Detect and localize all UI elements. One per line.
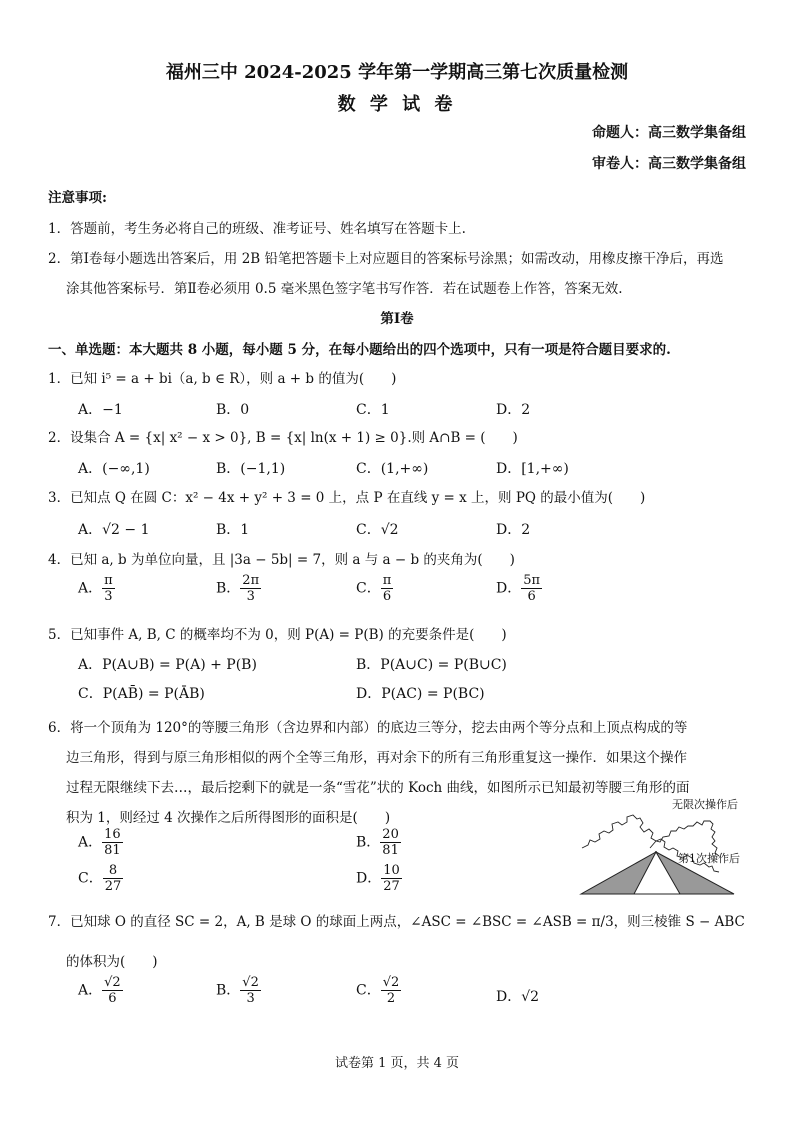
q4-a-numerator: π bbox=[104, 573, 113, 588]
q6-a-numerator: 16 bbox=[104, 827, 121, 842]
q5-stem: 5．已知事件 A, B, C 的概率均不为 0，则 P(A) = P(B) 的充要条件是( ) bbox=[48, 627, 507, 643]
q7-c-denominator: 2 bbox=[386, 991, 396, 1006]
q6-option-b-fraction bbox=[380, 827, 401, 858]
q4-option-b bbox=[216, 573, 261, 604]
q4-d-denominator: 6 bbox=[527, 589, 536, 604]
section-heading: 一、单选题：本大题共 8 小题，每小题 5 分，在每小题给出的四个选项中，只有一项是符合题目要求的. bbox=[48, 342, 671, 358]
q6-b-denominator: 81 bbox=[382, 843, 399, 858]
q5-option-d: D．P(AC) = P(BC) bbox=[356, 686, 485, 702]
q7-option-c bbox=[356, 975, 401, 1006]
q6-a-denominator: 81 bbox=[104, 843, 121, 858]
q7-option-a-label: A． bbox=[78, 982, 103, 999]
q2-option-b: B．(−1,1) bbox=[216, 461, 286, 477]
q4-option-b-fraction bbox=[240, 573, 261, 604]
q5-option-a: A．P(A∪B) = P(A) + P(B) bbox=[78, 657, 257, 673]
q7-b-numerator: √2 bbox=[242, 975, 259, 990]
q1-stem: 1．已知 i⁵ = a + bi（a, b ∈ R），则 a + b 的值为( ) bbox=[48, 371, 397, 387]
exam-subtitle: 数 学 试 卷 bbox=[337, 94, 457, 115]
notice-heading: 注意事项: bbox=[48, 190, 107, 206]
q6-option-c-fraction bbox=[103, 863, 124, 894]
figure-label-infinite: 无限次操作后 bbox=[672, 798, 738, 811]
koch-figure bbox=[576, 790, 756, 900]
q6-line-1: 6．将一个顶角为 120°的等腰三角形（含边界和内部）的底边三等分，挖去由两个等分点和上顶点构成的等 bbox=[48, 720, 688, 736]
q4-c-denominator: 6 bbox=[382, 589, 392, 604]
q4-option-c-fraction bbox=[381, 573, 394, 604]
q2-option-d: D．[1,+∞) bbox=[496, 461, 569, 477]
q6-line-2: 边三角形，得到与原三角形相似的两个全等三角形，再对余下的所有三角形重复这一操作．如果这个操作 bbox=[66, 750, 687, 766]
q1-option-b: B．0 bbox=[216, 402, 250, 418]
q7-stem-2: 的体积为( ) bbox=[66, 954, 158, 970]
q3-option-b: B．1 bbox=[216, 522, 250, 538]
q4-stem: 4．已知 a, b 为单位向量，且 |3a − 5b| = 7，则 a 与 a − b 的夹角为( ) bbox=[48, 552, 515, 568]
q6-option-b-label: B． bbox=[356, 834, 381, 851]
q5-option-b: B．P(A∪C) = P(B∪C) bbox=[356, 657, 507, 673]
q4-option-c-label: C． bbox=[356, 580, 381, 597]
q1-option-c: C．1 bbox=[356, 402, 390, 418]
author-line: 命题人：高三数学集备组 bbox=[592, 125, 746, 141]
q4-c-numerator: π bbox=[382, 573, 392, 588]
q4-d-numerator: 5π bbox=[523, 573, 541, 588]
q2-stem: 2．设集合 A = {x| x² − x > 0}, B = {x| ln(x + 1) ≥ 0}.则 A∩B = ( ) bbox=[48, 430, 518, 446]
q6-d-numerator: 10 bbox=[383, 863, 400, 878]
q7-option-c-label: C． bbox=[356, 982, 381, 999]
figure-label-first: 第1次操作后 bbox=[678, 852, 740, 865]
q3-option-c: C．√2 bbox=[356, 522, 399, 538]
q7-option-c-fraction bbox=[381, 975, 402, 1006]
q7-b-denominator: 3 bbox=[246, 991, 255, 1006]
triangle-left bbox=[581, 852, 656, 894]
q1-option-a: A．−1 bbox=[78, 402, 123, 418]
q6-option-a bbox=[78, 827, 123, 858]
reviewer-line: 审卷人：高三数学集备组 bbox=[592, 156, 746, 172]
q6-option-d-fraction bbox=[381, 863, 402, 894]
q2-option-a: A．(−∞,1) bbox=[78, 461, 150, 477]
q6-option-d bbox=[356, 863, 402, 894]
q4-b-numerator: 2π bbox=[242, 573, 260, 588]
q4-b-denominator: 3 bbox=[246, 589, 255, 604]
notice-item-2-line-2: 涂其他答案标号．第Ⅱ卷必须用 0.5 毫米黑色签字笔书写作答．若在试题卷上作答，答案无效. bbox=[66, 281, 623, 297]
q6-line-3: 过程无限继续下去…，最后挖剩下的就是一条“雪花”状的 Koch 曲线，如图所示已知最初等腰三角形的面 bbox=[66, 780, 690, 796]
q3-option-a: A．√2 − 1 bbox=[78, 522, 150, 538]
q6-option-d-label: D． bbox=[356, 870, 382, 887]
exam-title: 福州三中 2024-2025 学年第一学期高三第七次质量检测 bbox=[165, 62, 629, 83]
q4-option-c bbox=[356, 573, 393, 604]
q3-option-d: D．2 bbox=[496, 522, 531, 538]
notice-item-1: 1．答题前，考生务必将自己的班级、准考证号、姓名填写在答题卡上. bbox=[48, 221, 466, 237]
q6-c-denominator: 27 bbox=[104, 879, 122, 894]
q6-option-a-label: A． bbox=[78, 834, 103, 851]
q5-option-c: C．P(AB̄) = P(ĀB) bbox=[78, 686, 205, 702]
q6-option-a-fraction bbox=[102, 827, 123, 858]
q6-option-b bbox=[356, 827, 401, 858]
q6-b-numerator: 20 bbox=[382, 827, 399, 842]
q4-option-d-fraction bbox=[521, 573, 542, 604]
q1-option-d: D．2 bbox=[496, 402, 531, 418]
q4-a-denominator: 3 bbox=[104, 589, 113, 604]
q3-stem: 3．已知点 Q 在圆 C：x² − 4x + y² + 3 = 0 上，点 P 在直线 y = x 上，则 PQ 的最小值为( ) bbox=[48, 490, 646, 506]
q6-line-4: 积为 1，则经过 4 次操作之后所得图形的面积是( ) bbox=[66, 810, 391, 826]
q2-option-c: C．(1,+∞) bbox=[356, 461, 429, 477]
q6-option-c-label: C． bbox=[78, 870, 103, 887]
page-footer: 试卷第 1 页，共 4 页 bbox=[334, 1056, 460, 1071]
q7-a-numerator: √2 bbox=[104, 975, 121, 990]
q6-option-c bbox=[78, 863, 123, 894]
q4-option-d bbox=[496, 573, 542, 604]
q7-option-b-fraction bbox=[240, 975, 261, 1006]
q6-d-denominator: 27 bbox=[383, 879, 400, 894]
q7-option-d: D．√2 bbox=[496, 989, 540, 1005]
q7-stem: 7．已知球 O 的直径 SC = 2，A, B 是球 O 的球面上两点，∠ASC = ∠BSC = ∠ASB = π/3，则三棱锥 S − ABC bbox=[48, 914, 745, 930]
q6-c-numerator: 8 bbox=[103, 863, 124, 879]
q4-option-a-label: A． bbox=[78, 580, 103, 597]
q4-option-b-label: B． bbox=[216, 580, 241, 597]
q4-option-d-label: D． bbox=[496, 580, 522, 597]
q4-option-a bbox=[78, 573, 115, 604]
q7-option-b bbox=[216, 975, 261, 1006]
q4-option-a-fraction bbox=[102, 573, 115, 604]
q7-option-b-label: B． bbox=[216, 982, 241, 999]
q7-a-denominator: 6 bbox=[108, 991, 117, 1006]
q7-option-a-fraction bbox=[102, 975, 123, 1006]
notice-item-2-line-1: 2．第Ⅰ卷每小题选出答案后，用 2B 铅笔把答题卡上对应题目的答案标号涂黑；如需改动，用橡皮擦干净后，再选 bbox=[48, 251, 724, 267]
q7-option-a bbox=[78, 975, 123, 1006]
q7-c-numerator: √2 bbox=[382, 975, 400, 990]
volume-heading: 第Ⅰ卷 bbox=[380, 311, 414, 327]
